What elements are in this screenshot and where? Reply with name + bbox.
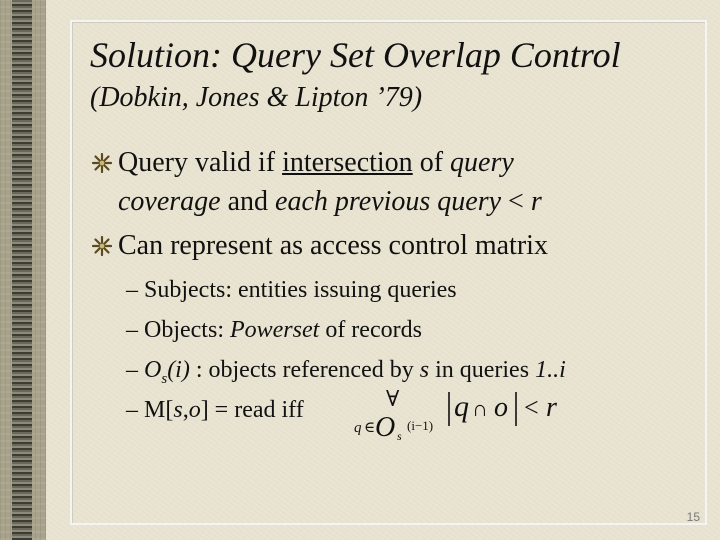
formula-arg: (i−1)	[407, 418, 434, 433]
sub-bullet-matrix-text-b: ] = read iff	[200, 397, 304, 423]
formula-s: s	[397, 429, 402, 443]
sub-bullet-matrix-comma: ,	[182, 397, 189, 423]
asterisk-bullet-icon	[92, 236, 112, 256]
sub-bullet-os-text-c: in queries	[429, 357, 536, 383]
formula-O: O	[375, 412, 396, 443]
bullet-1-italic-coverage: coverage	[118, 186, 221, 217]
sub-bullet-dash: –	[126, 277, 138, 303]
formula-q: q	[354, 420, 362, 436]
sub-bullet-os-s: s	[419, 357, 430, 383]
sub-bullet-os-arg: (i)	[167, 357, 190, 383]
sub-bullet-matrix-text-a: M[	[144, 397, 174, 423]
bullet-1-underlined-word: intersection	[282, 147, 413, 178]
sub-bullet-objects-text-a: Objects:	[144, 317, 230, 343]
bullet-1-text-b: of	[412, 147, 451, 178]
sub-bullet-os-range: 1..i	[535, 357, 566, 383]
bullet-1-italic-previous-query: each previous query	[275, 186, 502, 217]
page-number: 15	[686, 510, 700, 524]
sub-bullet-matrix-o: o	[188, 397, 201, 423]
sub-bullet-objects-text-b: of records	[319, 317, 422, 343]
sub-bullet-matrix	[126, 394, 304, 426]
formula-inner-q: q	[454, 390, 469, 423]
formula-forall: ∀	[386, 386, 400, 411]
bullet-1-text-a: Query valid if	[118, 147, 283, 178]
bullet-1-less-than: <	[501, 186, 531, 217]
slide-title: Solution: Query Set Overlap Control	[90, 35, 621, 75]
formula-cap: ∩	[472, 396, 488, 421]
bullet-1-italic-r: r	[530, 186, 542, 217]
bullet-1-line-2	[118, 183, 542, 221]
sub-bullet-dash: –	[126, 317, 138, 343]
sub-bullet-subjects-text: Subjects: entities issuing queries	[144, 277, 457, 303]
left-decorative-strip	[12, 0, 32, 540]
bullet-2-text: Can represent as access control matrix	[118, 230, 548, 261]
sub-bullet-matrix-s: s	[173, 397, 183, 423]
bullet-1-text-and: and	[220, 186, 276, 217]
sub-bullet-objects-powerset: Powerset	[229, 317, 320, 343]
sub-bullet-objects	[126, 314, 422, 346]
formula-inner-o: o	[494, 392, 508, 423]
sub-bullet-subjects	[126, 274, 457, 306]
asterisk-bullet-icon	[92, 153, 112, 173]
sub-bullet-dash: –	[126, 357, 138, 383]
sub-bullet-dash: –	[126, 397, 138, 423]
formula-r: r	[546, 392, 557, 423]
sub-bullet-os-subscript: s	[161, 370, 168, 387]
bullet-1-line-1	[118, 144, 514, 182]
bullet-1-italic-word: query	[450, 147, 514, 178]
formula-lt: <	[524, 393, 539, 422]
sub-bullet-os-O: O	[144, 357, 162, 383]
slide-subtitle: (Dobkin, Jones & Lipton ’79)	[90, 82, 423, 113]
sub-bullet-os-text-b: : objects referenced by	[189, 357, 420, 383]
matrix-formula	[350, 386, 580, 444]
formula-in: ∈	[364, 420, 376, 436]
